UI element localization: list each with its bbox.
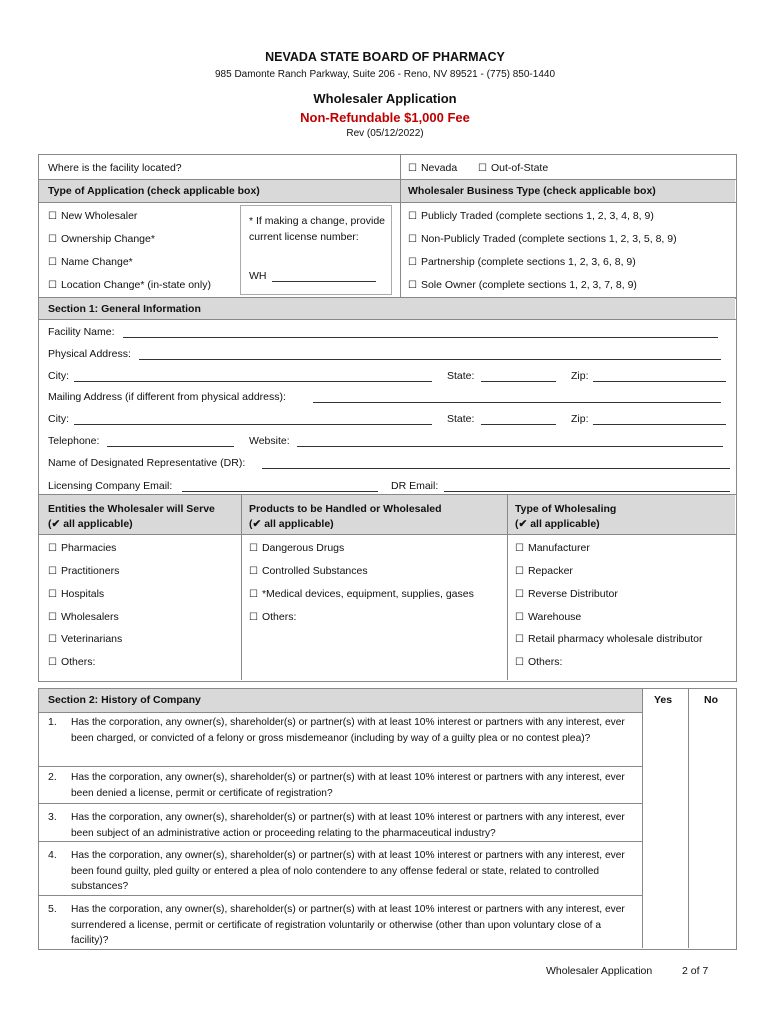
question-number: 5. bbox=[48, 903, 57, 915]
checkbox-medical-devices[interactable]: ☐ *Medical devices, equipment, supplies, gases bbox=[249, 588, 474, 600]
mailing-city-input[interactable] bbox=[74, 414, 432, 425]
mailing-state-input[interactable] bbox=[481, 414, 556, 425]
telephone-input[interactable] bbox=[107, 436, 234, 447]
telephone-label: Telephone: bbox=[48, 435, 100, 447]
dr-email-input[interactable] bbox=[444, 481, 730, 492]
dr-name-label: Name of Designated Representative (DR): bbox=[48, 457, 246, 469]
question-text: Has the corporation, any owner(s), shareholder(s) or partner(s) with at least 10% interest or partners with any interest, ever been subject of an administrative action or proceeding relating to the pharmaceutical industry? bbox=[71, 812, 625, 839]
state-label: State: bbox=[447, 370, 475, 382]
footer-doc-name: Wholesaler Application bbox=[546, 965, 653, 977]
answer-no-5[interactable] bbox=[689, 896, 734, 948]
checkbox-products-others[interactable]: ☐ Others: bbox=[249, 611, 296, 623]
question-number: 1. bbox=[48, 716, 57, 728]
board-address: 985 Damonte Ranch Parkway, Suite 206 - Reno, NV 89521 - (775) 850-1440 bbox=[214, 69, 555, 80]
question-text: Has the corporation, any owner(s), shareholder(s) or partner(s) with at least 10% interest or partners with any interest, ever surrendered a license, permit or certificate of registration voluntarily or otherwise (other than upon voluntary close of a facility)? bbox=[71, 904, 625, 946]
city-label: City: bbox=[48, 370, 69, 382]
licensing-email-input[interactable] bbox=[182, 481, 378, 492]
checkbox-wholesaling-others[interactable]: ☐ Others: bbox=[515, 656, 562, 668]
question-number: 2. bbox=[48, 771, 57, 783]
answer-no-1[interactable] bbox=[689, 713, 734, 766]
business-type-heading: Wholesaler Business Type (check applicable box) bbox=[408, 185, 656, 197]
form-title: Wholesaler Application bbox=[313, 91, 457, 106]
mailing-zip-label: Zip: bbox=[571, 413, 589, 425]
yes-column-header: Yes bbox=[654, 694, 673, 706]
answer-no-4[interactable] bbox=[689, 842, 734, 895]
checkbox-repacker[interactable]: ☐ Repacker bbox=[515, 565, 573, 577]
mailing-state-label: State: bbox=[447, 413, 475, 425]
facility-name-label: Facility Name: bbox=[48, 326, 115, 338]
question-text: Has the corporation, any owner(s), shareholder(s) or partner(s) with at least 10% interest or partners with any interest, ever been found guilty, pled guilty or entered a plea of nolo contendere to any offense federal or state, related to controlled substances? bbox=[71, 850, 625, 892]
mailing-city-label: City: bbox=[48, 413, 69, 425]
licensing-email-label: Licensing Company Email: bbox=[48, 480, 173, 492]
checkbox-publicly-traded[interactable]: ☐ Publicly Traded (complete sections 1, 2, 3, 4, 8, 9) bbox=[408, 210, 654, 222]
question-text: Has the corporation, any owner(s), shareholder(s) or partner(s) with at least 10% interest or partners with any interest, ever been denied a license, permit or certificate of registration? bbox=[71, 772, 625, 799]
state-input[interactable] bbox=[481, 371, 556, 382]
board-title: NEVADA STATE BOARD OF PHARMACY bbox=[265, 50, 505, 64]
entities-subheading: (✔ all applicable) bbox=[48, 518, 133, 530]
question-number: 3. bbox=[48, 811, 57, 823]
wholesaling-heading: Type of Wholesaling bbox=[515, 503, 617, 515]
checkbox-warehouse[interactable]: ☐ Warehouse bbox=[515, 611, 581, 623]
no-column-header: No bbox=[704, 694, 718, 706]
checkbox-name-change[interactable]: ☐ Name Change* bbox=[48, 256, 133, 268]
checkbox-wholesalers[interactable]: ☐ Wholesalers bbox=[48, 611, 119, 623]
answer-yes-3[interactable] bbox=[643, 804, 688, 841]
wholesaling-subheading: (✔ all applicable) bbox=[515, 518, 600, 530]
answer-no-2[interactable] bbox=[689, 767, 734, 803]
app-type-heading: Type of Application (check applicable box) bbox=[48, 185, 260, 197]
dr-name-input[interactable] bbox=[262, 458, 730, 469]
section2-heading: Section 2: History of Company bbox=[48, 694, 201, 706]
zip-input[interactable] bbox=[593, 371, 726, 382]
checkbox-entities-others[interactable]: ☐ Others: bbox=[48, 656, 95, 668]
checkbox-pharmacies[interactable]: ☐ Pharmacies bbox=[48, 542, 116, 554]
question-number: 4. bbox=[48, 849, 57, 861]
answer-no-3[interactable] bbox=[689, 804, 734, 841]
answer-yes-4[interactable] bbox=[643, 842, 688, 895]
checkbox-location-change[interactable]: ☐ Location Change* (in-state only) bbox=[48, 279, 211, 291]
revision-date: Rev (05/12/2022) bbox=[346, 128, 424, 139]
checkbox-reverse-distributor[interactable]: ☐ Reverse Distributor bbox=[515, 588, 618, 600]
checkbox-nevada[interactable]: ☐ Nevada bbox=[408, 162, 457, 174]
wh-label: WH bbox=[249, 270, 267, 282]
city-input[interactable] bbox=[74, 371, 432, 382]
checkbox-sole-owner[interactable]: ☐ Sole Owner (complete sections 1, 2, 3, 7, 8, 9) bbox=[408, 279, 637, 291]
checkbox-retail-pharmacy[interactable]: ☐ Retail pharmacy wholesale distributor bbox=[515, 633, 702, 645]
location-question: Where is the facility located? bbox=[48, 162, 182, 174]
zip-label: Zip: bbox=[571, 370, 589, 382]
mailing-address-label: Mailing Address (if different from physical address): bbox=[48, 391, 286, 403]
entities-heading: Entities the Wholesaler will Serve bbox=[48, 503, 215, 515]
checkbox-out-of-state[interactable]: ☐ Out-of-State bbox=[478, 162, 548, 174]
answer-yes-1[interactable] bbox=[643, 713, 688, 766]
answer-yes-2[interactable] bbox=[643, 767, 688, 803]
footer-page-number: 2 of 7 bbox=[682, 965, 709, 977]
wh-license-input[interactable] bbox=[272, 271, 376, 282]
question-text: Has the corporation, any owner(s), shareholder(s) or partner(s) with at least 10% interest or partners with any interest, ever been charged, or convicted of a felony or gross misdemeanor (including by way of a guilty plea or no contest plea)? bbox=[71, 717, 625, 744]
checkbox-dangerous-drugs[interactable]: ☐ Dangerous Drugs bbox=[249, 542, 344, 554]
checkbox-new-wholesaler[interactable]: ☐ New Wholesaler bbox=[48, 210, 137, 222]
checkbox-ownership-change[interactable]: ☐ Ownership Change* bbox=[48, 233, 155, 245]
physical-address-label: Physical Address: bbox=[48, 348, 131, 360]
change-note: * If making a change, provide current license number: bbox=[249, 215, 385, 243]
products-subheading: (✔ all applicable) bbox=[249, 518, 334, 530]
answer-yes-5[interactable] bbox=[643, 896, 688, 948]
mailing-zip-input[interactable] bbox=[593, 414, 726, 425]
mailing-address-input[interactable] bbox=[313, 392, 721, 403]
checkbox-practitioners[interactable]: ☐ Practitioners bbox=[48, 565, 119, 577]
checkbox-veterinarians[interactable]: ☐ Veterinarians bbox=[48, 633, 122, 645]
checkbox-non-publicly-traded[interactable]: ☐ Non-Publicly Traded (complete sections 1, 2, 3, 5, 8, 9) bbox=[408, 233, 677, 245]
website-input[interactable] bbox=[297, 436, 723, 447]
section1-heading: Section 1: General Information bbox=[48, 303, 201, 315]
checkbox-partnership[interactable]: ☐ Partnership (complete sections 1, 2, 3, 6, 8, 9) bbox=[408, 256, 636, 268]
checkbox-manufacturer[interactable]: ☐ Manufacturer bbox=[515, 542, 590, 554]
checkbox-hospitals[interactable]: ☐ Hospitals bbox=[48, 588, 104, 600]
facility-name-input[interactable] bbox=[123, 327, 718, 338]
website-label: Website: bbox=[249, 435, 290, 447]
physical-address-input[interactable] bbox=[139, 349, 721, 360]
products-heading: Products to be Handled or Wholesaled bbox=[249, 503, 442, 515]
fee-notice: Non-Refundable $1,000 Fee bbox=[300, 110, 470, 125]
dr-email-label: DR Email: bbox=[391, 480, 439, 492]
checkbox-controlled-substances[interactable]: ☐ Controlled Substances bbox=[249, 565, 368, 577]
